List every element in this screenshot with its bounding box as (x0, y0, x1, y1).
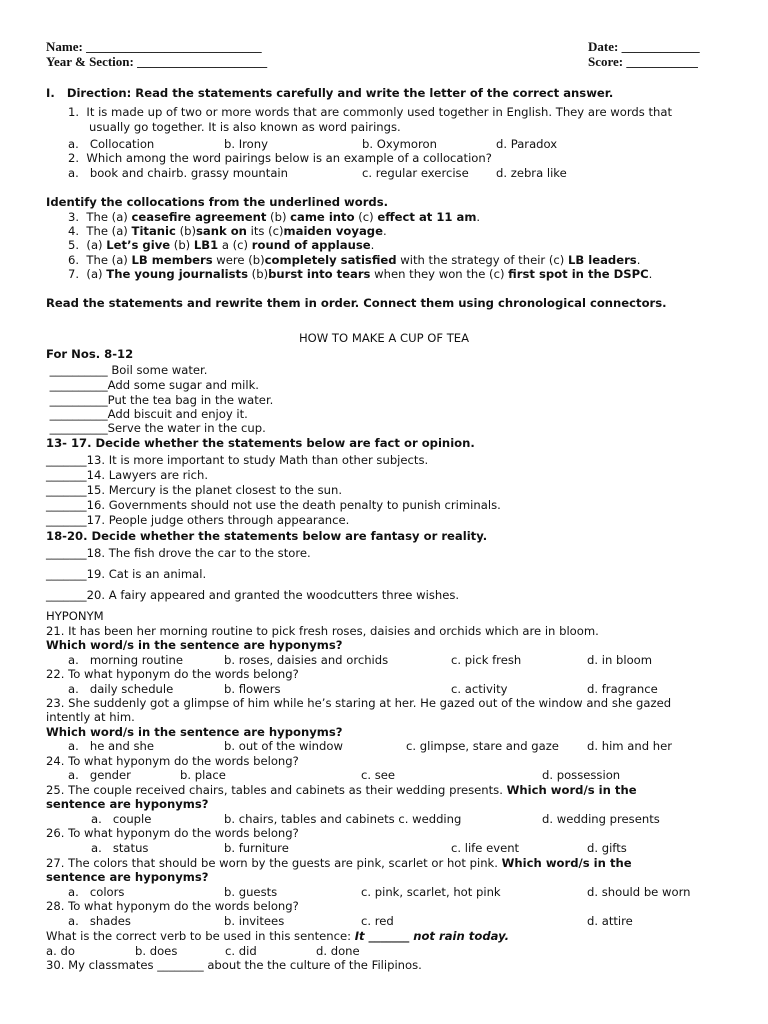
q24-text: 24. To what hyponym do the words belong? (46, 754, 299, 768)
fact-opinion-item[interactable]: _______16. Governments should not use the death penalty to punish criminals. (46, 498, 501, 512)
q2-option-ab: a. book and chairb. grassy mountain (68, 166, 288, 180)
fantasy-reality-heading: 18-20. Decide whether the statements below are fantasy or reality. (46, 529, 488, 543)
q27-option-d: d. should be worn (587, 885, 691, 899)
q25-option-bc: b. chairs, tables and cabinets c. wedding (224, 812, 462, 826)
q24-option-a: a. gender (68, 768, 131, 782)
sequence-range: For Nos. 8-12 (46, 347, 134, 361)
q1-option-b: b. Irony (224, 137, 268, 151)
q26-option-d: d. gifts (587, 841, 627, 855)
q27-text: 27. The colors that should be worn by the guests are pink, scarlet or hot pink. Which word/s in the (46, 856, 632, 870)
sequence-title: HOW TO MAKE A CUP OF TEA (298, 331, 470, 345)
q1-line1: 1. It is made up of two or more words that are commonly used together in English. They are words that (68, 105, 673, 119)
q21-option-c: c. pick fresh (451, 653, 522, 667)
q22-option-c: c. activity (451, 682, 508, 696)
q24-option-b: b. place (180, 768, 226, 782)
q22-text: 22. To what hyponym do the words belong? (46, 667, 299, 681)
q26-option-b: b. furniture (224, 841, 289, 855)
q1-option-d: d. Paradox (496, 137, 558, 151)
q23-option-b: b. out of the window (224, 739, 343, 753)
q26-option-c: c. life event (451, 841, 520, 855)
q28-option-d: d. attire (587, 914, 633, 928)
q25-option-a: a. couple (91, 812, 152, 826)
q25-text: 25. The couple received chairs, tables and cabinets as their wedding presents. Which word/s in the (46, 783, 637, 797)
q27-option-c: c. pink, scarlet, hot pink (361, 885, 501, 899)
q28-option-c: c. red (361, 914, 394, 928)
q22-option-d: d. fragrance (587, 682, 658, 696)
q23-line2: intently at him. (46, 710, 135, 724)
q21-option-b: b. roses, daisies and orchids (224, 653, 389, 667)
part1-direction: I. Direction: Read the statements carefully and write the letter of the correct answer. (46, 86, 614, 100)
fact-opinion-item[interactable]: _______14. Lawyers are rich. (46, 468, 209, 482)
name-field[interactable]: Name: ___________________________ (46, 39, 262, 54)
sequence-item[interactable]: __________Serve the water in the cup. (46, 421, 266, 435)
q28-option-a: a. shades (68, 914, 131, 928)
fantasy-reality-item[interactable]: _______20. A fairy appeared and granted the woodcutters three wishes. (46, 588, 460, 602)
q21-ask: Which word/s in the sentence are hyponyms? (46, 638, 343, 652)
q24-option-d: d. possession (542, 768, 621, 782)
q21-option-d: d. in bloom (587, 653, 653, 667)
q7: 7. (a) The young journalists (b)burst into tears when they won the (c) first spot in the DSPC. (68, 267, 653, 281)
q26-text: 26. To what hyponym do the words belong? (46, 826, 299, 840)
q22-option-a: a. daily schedule (68, 682, 174, 696)
q6: 6. The (a) LB members were (b)completely satisfied with the strategy of their (c) LB leaders. (68, 253, 641, 267)
q1-option-c: b. Oxymoron (362, 137, 437, 151)
q25-ask: sentence are hyponyms? (46, 797, 209, 811)
sequence-instruction: Read the statements and rewrite them in order. Connect them using chronological connectors. (46, 296, 667, 310)
collocations-heading: Identify the collocations from the underlined words. (46, 195, 389, 209)
q2-option-c: c. regular exercise (362, 166, 469, 180)
q4: 4. The (a) Titanic (b)sank on its (c)maiden voyage. (68, 224, 387, 238)
q5: 5. (a) Let’s give (b) LB1 a (c) round of applause. (68, 238, 375, 252)
q23-line1: 23. She suddenly got a glimpse of him while he’s staring at her. He gazed out of the window and she gazed (46, 696, 672, 710)
q2-text: 2. Which among the word pairings below is an example of a collocation? (68, 151, 492, 165)
sequence-item[interactable]: __________Add some sugar and milk. (46, 378, 259, 392)
q27-option-a: a. colors (68, 885, 125, 899)
q1-option-a: a. Collocation (68, 137, 155, 151)
q23-option-c: c. glimpse, stare and gaze (406, 739, 559, 753)
q24-option-c: c. see (361, 768, 396, 782)
q23-option-a: a. he and she (68, 739, 155, 753)
fact-opinion-heading: 13- 17. Decide whether the statements below are fact or opinion. (46, 436, 475, 450)
date-field[interactable]: Date: ____________ (588, 39, 700, 54)
q30-text: 30. My classmates ________ about the the culture of the Filipinos. (46, 958, 422, 972)
q29-option-c: c. did (225, 944, 257, 958)
fact-opinion-item[interactable]: _______15. Mercury is the planet closest to the sun. (46, 483, 343, 497)
q27-ask: sentence are hyponyms? (46, 870, 209, 884)
q21-option-a: a. morning routine (68, 653, 183, 667)
fantasy-reality-item[interactable]: _______19. Cat is an animal. (46, 567, 207, 581)
fact-opinion-item[interactable]: _______17. People judge others through appearance. (46, 513, 350, 527)
q29-option-a: a. do (46, 944, 75, 958)
q26-option-a: a. status (91, 841, 149, 855)
q2-option-d: d. zebra like (496, 166, 567, 180)
q29-text: What is the correct verb to be used in this sentence: It _______ not rain today. (46, 929, 509, 943)
q1-line2: usually go together. It is also known as word pairings. (89, 120, 401, 134)
q28-text: 28. To what hyponym do the words belong? (46, 899, 299, 913)
q27-option-b: b. guests (224, 885, 278, 899)
q23-option-d: d. him and her (587, 739, 673, 753)
q3: 3. The (a) ceasefire agreement (b) came into (c) effect at 11 am. (68, 210, 481, 224)
q22-option-b: b. flowers (224, 682, 281, 696)
fact-opinion-item[interactable]: _______13. It is more important to study Math than other subjects. (46, 453, 429, 467)
q25-option-d: d. wedding presents (542, 812, 660, 826)
q28-option-b: b. invitees (224, 914, 285, 928)
fantasy-reality-item[interactable]: _______18. The fish drove the car to the store. (46, 546, 311, 560)
hyponym-heading: HYPONYM (46, 609, 104, 623)
year-section-field[interactable]: Year & Section: ____________________ (46, 54, 268, 69)
q21-text: 21. It has been her morning routine to pick fresh roses, daisies and orchids which are in bloom. (46, 624, 599, 638)
score-field[interactable]: Score: ___________ (588, 54, 698, 69)
q29-option-d: d. done (316, 944, 360, 958)
sequence-item[interactable]: __________Add biscuit and enjoy it. (46, 407, 248, 421)
sequence-item[interactable]: __________Put the tea bag in the water. (46, 393, 274, 407)
sequence-item[interactable]: __________ Boil some water. (46, 363, 208, 377)
q23-ask: Which word/s in the sentence are hyponyms? (46, 725, 343, 739)
q29-option-b: b. does (135, 944, 178, 958)
